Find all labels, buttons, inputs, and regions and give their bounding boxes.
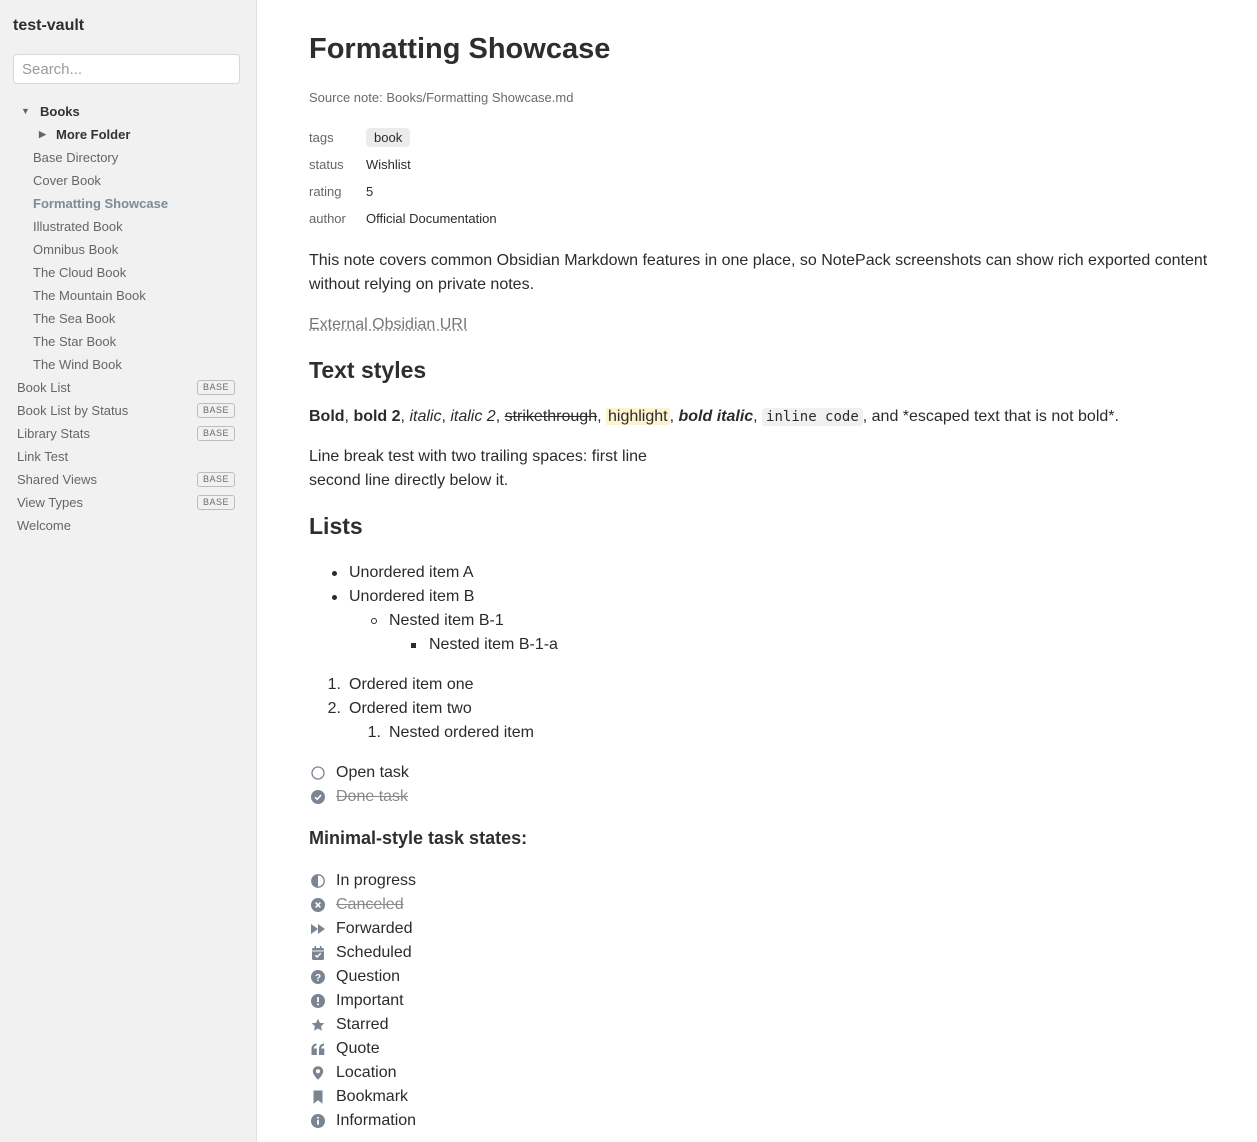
location-pin-icon[interactable] xyxy=(311,1066,325,1080)
task-label: Bookmark xyxy=(336,1088,409,1105)
tree-item-label: Cover Book xyxy=(33,173,101,188)
tree-item-label: Base Directory xyxy=(33,150,119,165)
intro-paragraph: This note covers common Obsidian Markdown features in one place, so NotePack screenshots can show rich exported content without relying on private notes. xyxy=(309,252,1208,293)
bookmark-icon[interactable] xyxy=(311,1090,325,1104)
property-key: status xyxy=(309,157,344,172)
text-styles-paragraph xyxy=(309,405,1119,429)
search-input[interactable] xyxy=(13,54,240,84)
tree-item-welcome[interactable] xyxy=(0,514,256,537)
tree-item-label: Link Test xyxy=(17,449,69,464)
external-obsidian-link[interactable]: External Obsidian URI xyxy=(309,316,468,333)
separator: , xyxy=(753,408,763,425)
question-icon[interactable] xyxy=(311,970,325,984)
italic-text: italic xyxy=(409,408,442,425)
separator: , xyxy=(597,408,606,425)
task-label: Canceled xyxy=(336,896,404,913)
tree-item-shared-views[interactable] xyxy=(0,468,256,491)
list-number: 1. xyxy=(367,724,381,741)
list-item: Unordered item A xyxy=(349,564,474,581)
external-link-paragraph xyxy=(309,313,467,337)
bullet-square xyxy=(411,643,416,648)
checkbox-checked-icon[interactable] xyxy=(311,790,325,804)
escaped-text: *escaped text that is not bold*. xyxy=(902,408,1119,425)
separator: , xyxy=(344,408,354,425)
separator: , xyxy=(441,408,451,425)
base-badge: BASE xyxy=(197,495,235,510)
property-key: rating xyxy=(309,184,342,199)
tree-item-label: Library Stats xyxy=(17,426,90,441)
tree-item-cover-book[interactable] xyxy=(0,169,256,192)
info-icon[interactable] xyxy=(311,1114,325,1128)
tree-item-omnibus-book[interactable] xyxy=(0,238,256,261)
task-label: Important xyxy=(336,992,404,1009)
file-tree xyxy=(0,100,256,537)
tree-item-label: Welcome xyxy=(17,518,71,533)
calendar-check-icon[interactable] xyxy=(311,946,325,960)
ordered-list-item: Nested ordered item xyxy=(389,724,534,741)
tree-item-formatting-showcase[interactable] xyxy=(0,192,256,215)
list-item: Nested item B-1 xyxy=(389,612,504,629)
tree-item-label: The Mountain Book xyxy=(33,288,146,303)
inline-code: inline code xyxy=(762,408,863,426)
heading-minimal-task-states: Minimal-style task states: xyxy=(309,828,528,848)
separator: , and xyxy=(862,408,903,425)
tree-item-link-test[interactable] xyxy=(0,445,256,468)
tree-item-book-list-by-status[interactable] xyxy=(0,399,256,422)
tree-item-label: The Star Book xyxy=(33,334,117,349)
tree-item-label: More Folder xyxy=(56,127,131,142)
tree-item-label: The Wind Book xyxy=(33,357,122,372)
tree-item-the-star-book[interactable] xyxy=(0,330,256,353)
property-value: 5 xyxy=(366,184,374,199)
task-label: Open task xyxy=(336,764,409,781)
heading-lists: Lists xyxy=(309,513,363,539)
property-value: Wishlist xyxy=(366,157,411,172)
task-label: Question xyxy=(336,968,401,985)
tree-item-base-directory[interactable] xyxy=(0,146,256,169)
ordered-list-item: Ordered item one xyxy=(349,676,474,693)
folder-books[interactable] xyxy=(0,100,256,123)
tree-item-the-wind-book[interactable] xyxy=(0,353,256,376)
x-circle-icon[interactable] xyxy=(311,898,325,912)
property-key: author xyxy=(309,211,346,226)
tree-item-illustrated-book[interactable] xyxy=(0,215,256,238)
separator: , xyxy=(495,408,505,425)
bold-italic-text: bold italic xyxy=(678,408,754,425)
bullet-disc xyxy=(332,571,337,576)
heading-text-styles: Text styles xyxy=(309,357,427,383)
task-label: Information xyxy=(336,1112,417,1129)
vault-name: test-vault xyxy=(13,17,85,34)
tree-item-label: Book List by Status xyxy=(17,403,129,418)
tree-item-label: Shared Views xyxy=(17,472,97,487)
tree-item-label: Formatting Showcase xyxy=(33,196,169,211)
tree-item-label: View Types xyxy=(17,495,84,510)
tree-item-label: Omnibus Book xyxy=(33,242,119,257)
strikethrough-text: strikethrough xyxy=(504,408,598,425)
svg-text:?: ? xyxy=(314,972,322,984)
star-icon[interactable] xyxy=(311,1018,325,1032)
base-badge: BASE xyxy=(197,426,235,441)
task-label: Forwarded xyxy=(336,920,413,937)
forward-icon[interactable] xyxy=(311,922,325,936)
task-label: Done task xyxy=(336,788,409,805)
tree-item-label: Illustrated Book xyxy=(33,219,123,234)
task-label: In progress xyxy=(336,872,417,889)
task-label: Scheduled xyxy=(336,944,412,961)
italic-text-2: italic 2 xyxy=(450,408,496,425)
line-break-line-2: second line directly below it. xyxy=(309,472,509,489)
list-number: 1. xyxy=(327,676,341,693)
separator: , xyxy=(669,408,679,425)
sidebar xyxy=(0,0,257,1142)
ordered-list-item: Ordered item two xyxy=(349,700,472,717)
bold-text: Bold xyxy=(309,408,345,425)
half-circle-icon[interactable] xyxy=(311,874,325,888)
task-label: Starred xyxy=(336,1016,389,1033)
tree-item-the-cloud-book[interactable] xyxy=(0,261,256,284)
tree-item-label: Book List xyxy=(17,380,71,395)
base-badge: BASE xyxy=(197,403,235,418)
tree-item-label: Books xyxy=(40,104,80,119)
task-label: Location xyxy=(336,1064,397,1081)
tree-item-book-list[interactable] xyxy=(0,376,256,399)
list-number: 2. xyxy=(327,700,341,717)
list-item: Unordered item B xyxy=(349,588,475,605)
checkbox-empty-icon[interactable] xyxy=(311,766,325,780)
chevron-right-icon: ▶ xyxy=(39,129,46,139)
bullet-disc xyxy=(332,595,337,600)
tag-pill[interactable]: book xyxy=(366,128,410,147)
chevron-down-icon: ▼ xyxy=(21,106,30,116)
quote-icon[interactable] xyxy=(311,1042,325,1056)
bold-text-2: bold 2 xyxy=(353,408,401,425)
tree-item-the-sea-book[interactable] xyxy=(0,307,256,330)
source-note-path: Source note: Books/Formatting Showcase.md xyxy=(309,90,574,105)
bullet-circle xyxy=(371,618,377,624)
base-badge: BASE xyxy=(197,380,235,395)
tree-item-library-stats[interactable] xyxy=(0,422,256,445)
highlight-text: highlight xyxy=(607,408,668,425)
tree-item-the-mountain-book[interactable] xyxy=(0,284,256,307)
base-badge: BASE xyxy=(197,472,235,487)
page-title: Formatting Showcase xyxy=(309,33,611,65)
separator: , xyxy=(400,408,410,425)
exclamation-icon[interactable] xyxy=(311,994,325,1008)
tree-item-label: The Cloud Book xyxy=(33,265,127,280)
line-break-line-1: Line break test with two trailing spaces: first line xyxy=(309,448,647,465)
folder-more-folder[interactable] xyxy=(0,123,256,146)
tree-item-view-types[interactable] xyxy=(0,491,256,514)
property-value: Official Documentation xyxy=(366,211,497,226)
list-item: Nested item B-1-a xyxy=(429,636,558,653)
task-label: Quote xyxy=(336,1040,380,1057)
property-key: tags xyxy=(309,130,334,145)
tree-item-label: The Sea Book xyxy=(33,311,116,326)
